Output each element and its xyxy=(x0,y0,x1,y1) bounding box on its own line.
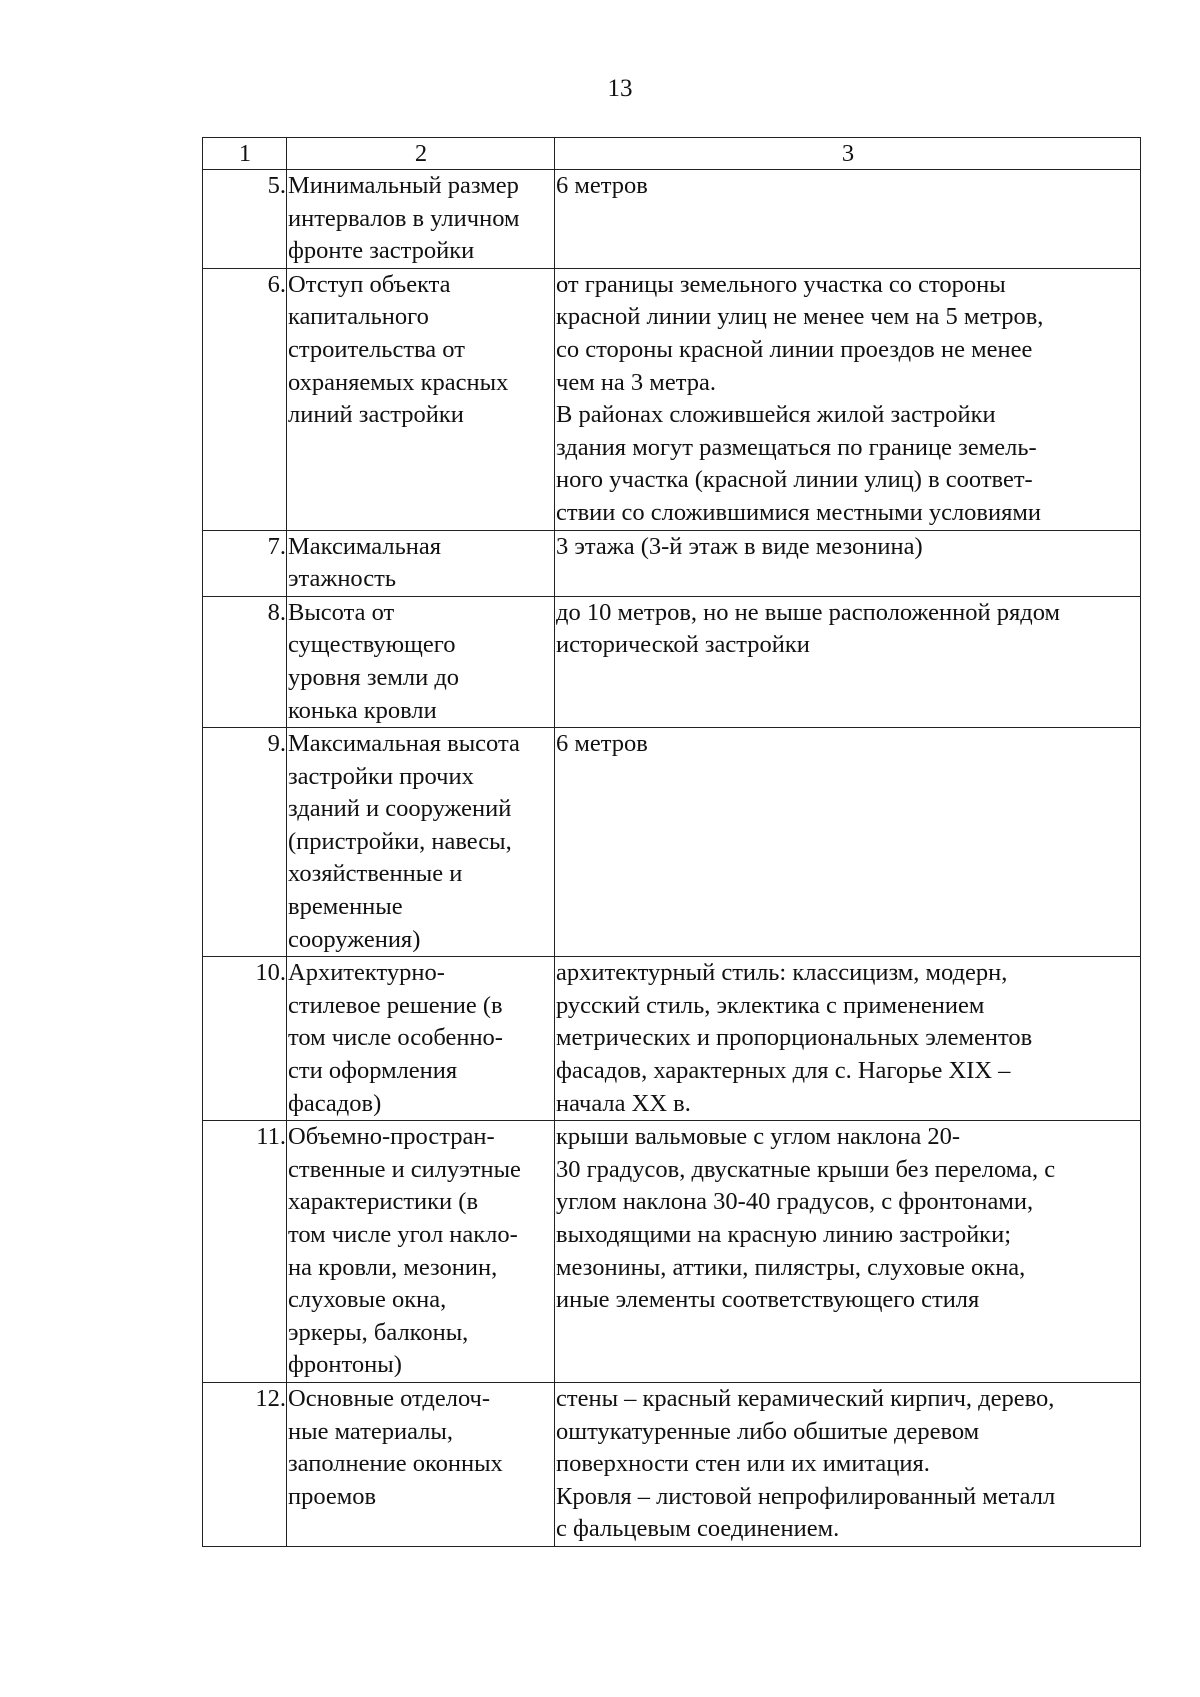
parameter-name-line: Отступ объекта xyxy=(288,270,451,298)
parameter-value-line: фасадов, характерных для с. Нагорье XIX – xyxy=(556,1057,1011,1085)
parameter-value-line: от границы земельного участка со стороны xyxy=(556,270,1006,298)
parameter-value-line: ствии со сложившимися местными условиями xyxy=(556,498,1041,526)
parameter-value-line: здания могут размещаться по границе земель- xyxy=(556,433,1037,461)
parameter-name-cell xyxy=(287,728,555,957)
parameter-value-line: Кровля – листовой непрофилированный металл xyxy=(556,1482,1056,1510)
parameter-name-line: застройки прочих xyxy=(288,762,474,790)
parameter-name-line: охраняемых красных xyxy=(288,368,509,396)
parameter-name-cell xyxy=(287,530,555,596)
parameter-name-line: том числе угол накло- xyxy=(288,1221,518,1248)
row-number: 9. xyxy=(203,728,287,957)
parameter-name-cell xyxy=(287,1382,555,1546)
parameter-name-line: конька кровли xyxy=(288,696,437,724)
parameter-name-line: строительства от xyxy=(288,335,465,363)
table-row xyxy=(203,268,1141,530)
parameter-value-cell xyxy=(555,530,1141,596)
parameter-name-line: (пристройки, навесы, xyxy=(288,827,512,855)
parameter-value-line: 3 этажа (3-й этаж в виде мезонина) xyxy=(556,532,923,560)
parameter-value-line: исторической застройки xyxy=(556,631,810,659)
parameter-name-line: зданий и сооружений xyxy=(288,795,512,823)
parameter-name-cell xyxy=(287,170,555,269)
parameter-name-cell xyxy=(287,1121,555,1383)
parameter-value-line: 6 метров xyxy=(556,730,648,758)
parameter-name-line: эркеры, балконы, xyxy=(288,1318,469,1346)
parameter-value-line: стены – красный керамический кирпич, дерево, xyxy=(556,1384,1055,1412)
parameter-value-line: чем на 3 метра. xyxy=(556,368,716,396)
parameter-value-line: поверхности стен или их имитация. xyxy=(556,1450,930,1478)
parameter-name-line: Высота от xyxy=(288,598,395,626)
parameter-name-line: слуховые окна, xyxy=(288,1286,447,1314)
parameter-name-cell xyxy=(287,596,555,727)
parameter-value-cell xyxy=(555,268,1141,530)
table-row xyxy=(203,1121,1141,1383)
parameter-name-line: сти оформления xyxy=(288,1057,458,1085)
table-row xyxy=(203,596,1141,727)
row-number: 8. xyxy=(203,596,287,727)
parameter-value-line: со стороны красной линии проездов не менее xyxy=(556,335,1033,363)
parameter-value-cell xyxy=(555,728,1141,957)
table-row xyxy=(203,530,1141,596)
parameter-name-line: Максимальная высота xyxy=(288,730,520,758)
parameter-name-line: интервалов в уличном xyxy=(288,204,520,232)
parameter-value-line: 30 градусов, двускатные крыши без перелома, с xyxy=(556,1155,1056,1183)
regulations-table xyxy=(202,137,1141,1547)
parameter-value-line: ного участка (красной линии улиц) в соответ- xyxy=(556,466,1033,494)
table-row xyxy=(203,170,1141,269)
parameter-name-line: том числе особенно- xyxy=(288,1024,503,1052)
parameter-value-line: В районах сложившейся жилой застройки xyxy=(556,401,996,429)
parameter-value-line: с фальцевым соединением. xyxy=(556,1515,840,1543)
parameter-value-line: 6 метров xyxy=(556,172,648,199)
parameter-name-line: фронте застройки xyxy=(288,237,475,265)
parameter-value-line: мезонины, аттики, пилястры, слуховые окна, xyxy=(556,1253,1026,1281)
row-number: 11. xyxy=(203,1121,287,1383)
parameter-value-cell xyxy=(555,596,1141,727)
parameter-name-cell xyxy=(287,268,555,530)
parameter-name-line: Объемно-простран- xyxy=(288,1123,495,1151)
parameter-name-line: фронтоны) xyxy=(288,1351,402,1379)
column-header: 1 xyxy=(203,138,287,170)
parameter-name-line: временные xyxy=(288,893,403,921)
parameter-name-line: существующего xyxy=(288,631,456,659)
parameter-name-line: стилевое решение (в xyxy=(288,991,503,1019)
parameter-name-line: этажность xyxy=(288,565,397,593)
parameter-value-line: начала XX в. xyxy=(556,1089,691,1117)
parameter-value-cell xyxy=(555,957,1141,1121)
parameter-name-line: фасадов) xyxy=(288,1089,382,1117)
parameter-name-line: характеристики (в xyxy=(288,1188,479,1216)
table-row xyxy=(203,1382,1141,1546)
parameter-name-line: ные материалы, xyxy=(288,1417,453,1445)
parameter-name-cell xyxy=(287,957,555,1121)
row-number: 6. xyxy=(203,268,287,530)
parameter-name-line: уровня земли до xyxy=(288,663,460,691)
parameter-name-line: капитального xyxy=(288,303,429,331)
parameter-value-line: выходящими на красную линию застройки; xyxy=(556,1221,1011,1248)
parameter-value-line: иные элементы соответствующего стиля xyxy=(556,1286,980,1314)
table-header-row xyxy=(203,138,1141,170)
parameter-name-line: Архитектурно- xyxy=(288,959,445,987)
parameter-value-cell xyxy=(555,170,1141,269)
parameter-value-cell xyxy=(555,1121,1141,1383)
row-number: 10. xyxy=(203,957,287,1121)
parameter-value-line: до 10 метров, но не выше расположенной рядом xyxy=(556,598,1061,626)
table-row xyxy=(203,728,1141,957)
column-header: 2 xyxy=(287,138,555,170)
parameter-name-line: на кровли, мезонин, xyxy=(288,1253,498,1281)
row-number: 12. xyxy=(203,1382,287,1546)
parameter-value-line: красной линии улиц не менее чем на 5 метров, xyxy=(556,303,1044,331)
parameter-value-line: метрических и пропорциональных элементов xyxy=(556,1024,1033,1052)
parameter-name-line: сооружения) xyxy=(288,925,421,953)
parameter-name-line: ственные и силуэтные xyxy=(288,1155,521,1183)
parameter-value-line: углом наклона 30-40 градусов, с фронтонами, xyxy=(556,1188,1034,1216)
row-number: 5. xyxy=(203,170,287,269)
row-number: 7. xyxy=(203,530,287,596)
table-row xyxy=(203,957,1141,1121)
parameter-value-cell xyxy=(555,1382,1141,1546)
parameter-value-line: оштукатуренные либо обшитые деревом xyxy=(556,1417,980,1445)
parameter-value-line: крыши вальмовые с углом наклона 20- xyxy=(556,1123,961,1151)
parameter-name-line: Максимальная xyxy=(288,532,442,560)
page-number: 13 xyxy=(607,75,633,102)
parameter-value-line: русский стиль, эклектика с применением xyxy=(556,991,985,1019)
parameter-name-line: проемов xyxy=(288,1482,377,1510)
parameter-value-line: архитектурный стиль: классицизм, модерн, xyxy=(556,959,1008,987)
table-body xyxy=(203,170,1141,1547)
parameter-name-line: Основные отделоч- xyxy=(288,1384,491,1412)
parameter-name-line: заполнение оконных xyxy=(288,1450,503,1478)
column-header: 3 xyxy=(555,138,1141,170)
parameter-name-line: Минимальный размер xyxy=(288,172,519,199)
parameter-name-line: линий застройки xyxy=(288,401,464,429)
parameter-name-line: хозяйственные и xyxy=(288,860,463,888)
